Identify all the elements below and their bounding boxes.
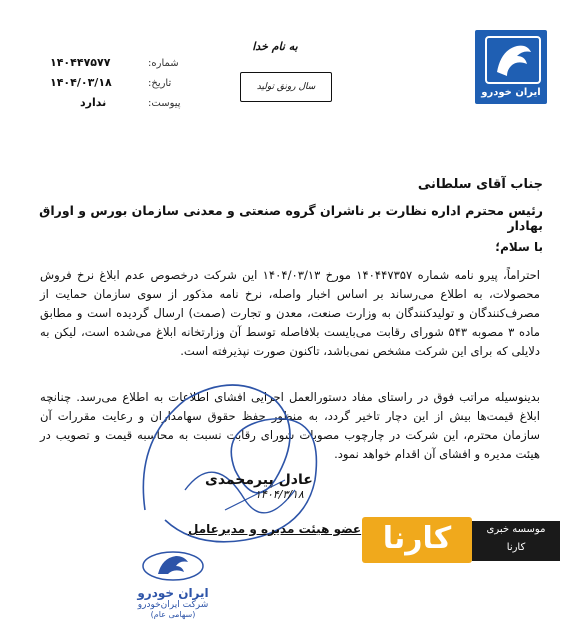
letter-number-label: شماره: — [148, 58, 179, 69]
year-slogan-seal: سال رونق تولید — [240, 72, 332, 102]
karna-agency-name: کارنا — [506, 542, 526, 553]
body-paragraph-1: احتراماً، پیرو نامه شماره ۱۴۰۴۴۷۳۵۷ مورخ ۱۴۰۴/۰۳/۱۳ این شرکت درخصوص عدم ابلاغ نرخ فروش محصولات، به اطلاع می‌رساند بر اساس اخبار واصله، نرخ نامه مذکور از سوی سازمان حمایت از مصرف‌کنندگان و تولیدکنندگان به وزارت صنعت، معدن و تجارت (صمت) ارسال گردیده است و مطابق ماده ۳ مصوبه ۵۴۳ شورای رقابت می‌بایست بلافاصله توسط آن وزارتخانه ابلاغ می‌شده است، لیکن به دلایلی که برای این شرکت مشخص نمی‌باشد، تاکنون صورت نپذیرفته است. — [40, 268, 541, 358]
handwritten-date: ۱۴۰۴/۳/۱۸ — [255, 488, 304, 501]
signer-name: عادل پیرمحمدی — [205, 472, 313, 488]
stamp-company: شرکت ایران‌خودرو — [137, 600, 209, 610]
attachment-label: پیوست: — [148, 98, 181, 109]
letter-number: ۱۴۰۴۴۷۵۷۷ — [50, 56, 111, 69]
karna-agency: موسسه خبری — [486, 524, 546, 535]
greeting: با سلام؛ — [495, 240, 543, 254]
letter-date: ۱۴۰۴/۰۳/۱۸ — [50, 76, 112, 89]
stamp-type: (سهامی عام) — [150, 610, 196, 619]
signer-title: عضو هیئت مدیره و مدیرعامل — [188, 522, 362, 536]
letter-date-label: تاریخ: — [148, 78, 172, 89]
horse-emblem-icon — [485, 36, 541, 84]
stamp-horse-icon — [118, 548, 228, 582]
body-paragraph-2: بدینوسیله مراتب فوق در راستای مفاد دستورالعمل اجرایی افشای اطلاعات به اطلاع می‌رسد. چنانچه ابلاغ قیمت‌ها بیش از این دچار تاخیر گردد، به منظور حفظ حقوق سهامداران و رعایت مقررات آن سازمان محترم، این شرکت در چارچوب مصوبات شورای رقابت نسبت به محاسبه قیمت و تصویب در هیئت مدیره و افشای آن اقدام خواهد نمود. — [40, 390, 540, 461]
addressee-name: جناب آقای سلطانی — [417, 177, 543, 192]
attachment-value: ندارد — [80, 96, 107, 109]
karna-label — [472, 521, 560, 561]
karna-watermark — [362, 517, 562, 563]
addressee-title: رئیس محترم اداره نظارت بر ناشران گروه صنعتی و معدنی سازمان بورس و اوراق بهادار — [39, 203, 543, 233]
stamp-logo-text: ایران خودرو — [137, 586, 209, 600]
karna-logo: کارنا — [362, 517, 472, 563]
iran-khodro-logo — [475, 30, 547, 104]
bismillah-heading: به نام خدا — [252, 40, 298, 53]
brand-text: ایران خودرو — [481, 87, 541, 98]
company-stamp — [118, 548, 228, 628]
